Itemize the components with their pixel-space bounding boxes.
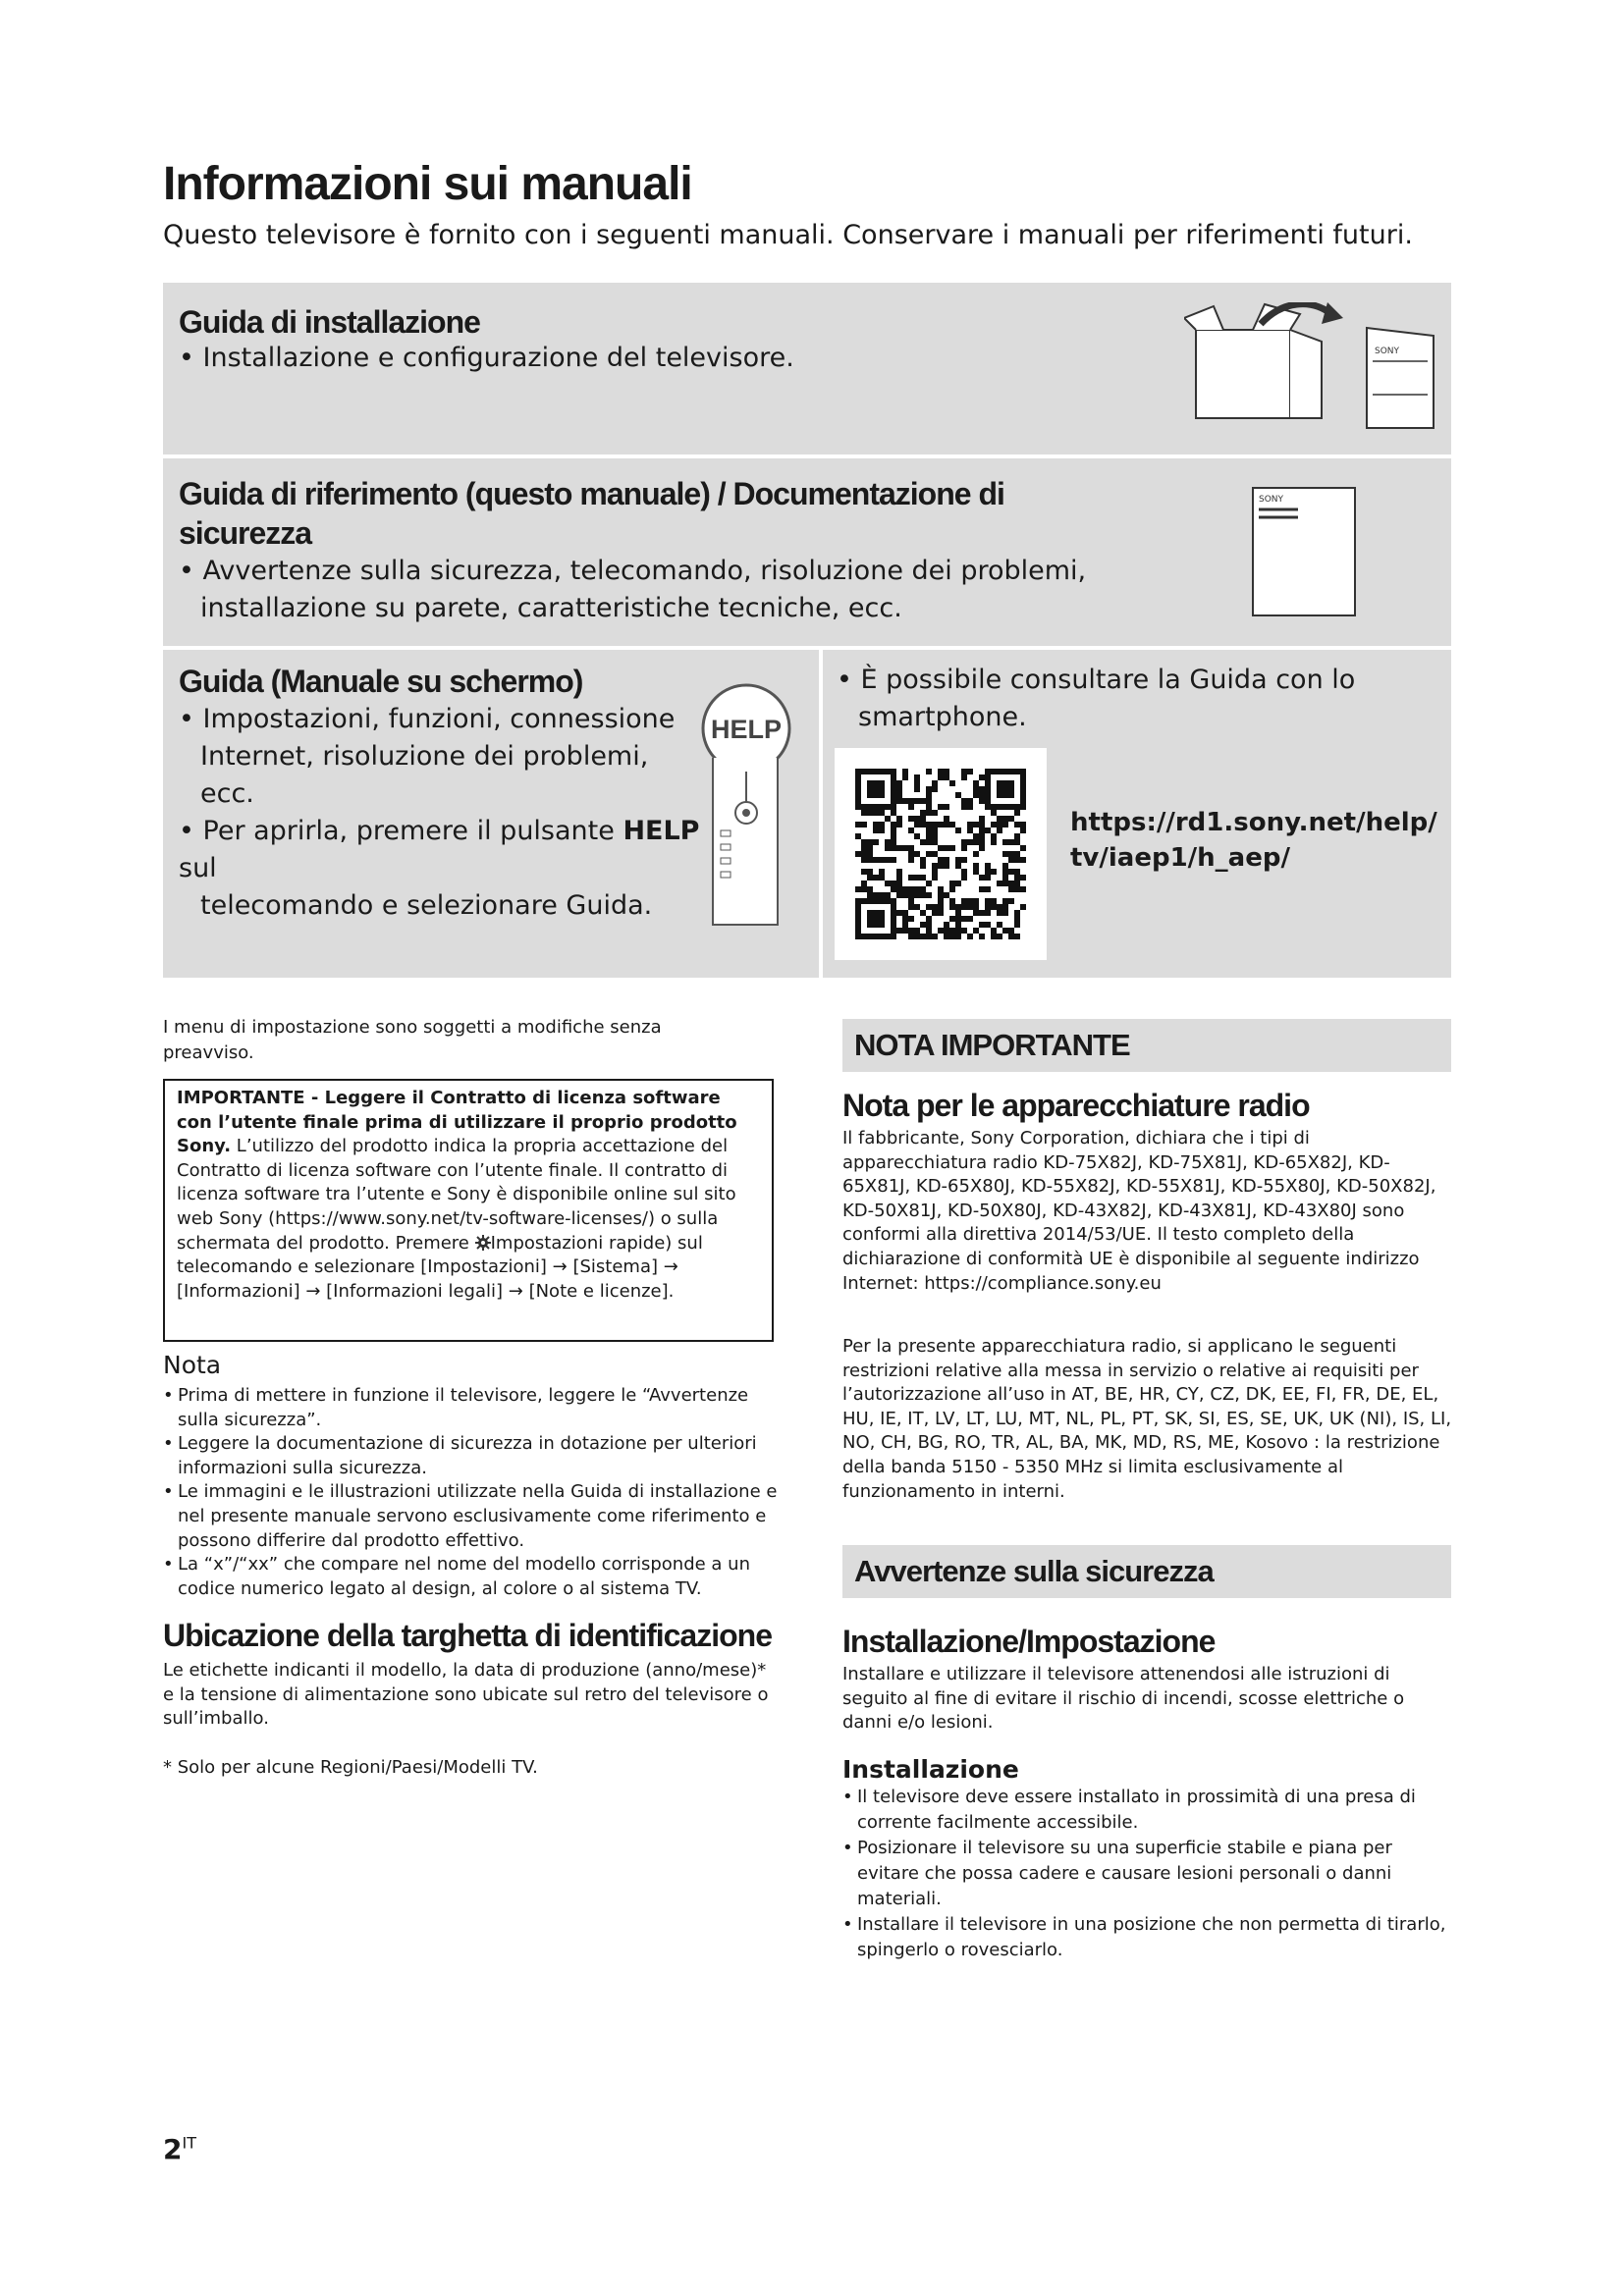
list-item: • Le immagini e le illustrazioni utilizzate nella Guida di installazione e nel presente manuale servono esclusivamente come riferimento e possono differire dal prodotto effettivo. [163,1480,780,1553]
setup-guide-title: Guida di installazione [179,304,480,340]
license-notice-box [163,1079,774,1342]
radio-equipment-title: Nota per le apparecchiature radio [842,1088,1310,1123]
page-intro: Questo televisore è fornito con i seguenti manuali. Conservare i manuali per riferimenti futuri. [163,220,1413,250]
radio-declaration-text: Il fabbricante, Sony Corporation, dichiara che i tipi di apparecchiatura radio KD-75X82J, KD-75X81J, KD-65X82J, KD-65X81J, KD-65X80J, KD-55X82J, KD-55X81J, KD-55X80J, KD-50X82J, KD-50X81J, KD-50X80J, KD-43X82J, KD-43X81J, KD-43X80J sono conformi alla direttiva 2014/53/UE. Il testo completo della dichiarazione di conformità UE è disponibile al seguente indirizzo Internet: https://compliance.sony.eu [842,1128,1436,1294]
quick-settings-icon [475,1235,491,1251]
safety-warnings-heading: Avvertenze sulla sicurezza [854,1554,1214,1588]
help-guide-bullets: • Impostazioni, funzioni, connessione Internet, risoluzione dei problemi, ecc. • Per aprirla, premere il pulsante HELP sul telecomando e selezionare Guida. [179,704,700,921]
radio-restrictions-text: Per la presente apparecchiatura radio, si applicano le seguenti restrizioni relative alla messa in servizio o relative ai requisiti per l’autorizzazione all’uso in AT, BE, HR, CY, CZ, DK, EE, FI, FR, DE, EL, HU, IE, IT, LV, LT, LU, MT, NL, PL, PT, SK, SI, ES, SE, UK, UK (NI), IS, LI, NO, CH, BG, RO, TR, AL, BA, MK, MD, RS, ME, Kosovo : la restrizione della banda 5150 - 5350 MHz si limita esclusivamente al funzionamento in interni. [842,1336,1452,1502]
reference-guide-bullet: • Avvertenze sulla sicurezza, telecomando, risoluzione dei problemi, installazione su parete, caratteristiche tecniche, ecc. [179,556,1087,623]
list-item: • Installare il televisore in una posizione che non permetta di tirarlo, spingerlo o rovesciarlo. [842,1912,1451,1963]
help-guide-title: Guida (Manuale su schermo) [179,664,583,699]
id-plate-text: Le etichette indicanti il modello, la data di produzione (anno/mese)* e la tensione di alimentazione sono ubicate sul retro del televisore o sull’imballo. [163,1660,769,1730]
setup-guide-box [163,283,1451,454]
qr-code[interactable] [835,748,1047,960]
help-guide-box [163,650,819,978]
page-number: $2^{IT}$ [163,2133,196,2165]
help-online-box [823,650,1451,978]
id-plate-footnote: * Solo per alcune Regioni/Paesi/Modelli TV. [163,1757,538,1778]
list-item: • Posizionare il televisore su una superficie stabile e piana per evitare che possa cadere e causare lesioni personali o danni materiali. [842,1836,1451,1912]
list-item: • La “x”/“xx” che compare nel nome del modello corrisponde a un codice numerico legato al design, al colore o al sistema TV. [163,1553,780,1601]
id-plate-title: Ubicazione della targhetta di identificazione [163,1618,772,1653]
nota-list [163,1384,780,1601]
box-and-sheet-icon [1184,302,1439,440]
installation-setup-text: Installare e utilizzare il televisore attenendosi alle istruzioni di seguito al fine di evitare il rischio di incendi, scosse elettriche o danni e/o lesioni. [842,1664,1405,1734]
important-note-heading: NOTA IMPORTANTE [854,1028,1130,1062]
setup-guide-bullet: • Installazione e configurazione del televisore. [179,343,794,373]
manual-booklet-icon [1251,486,1359,619]
page-title: Informazioni sui manuali [163,158,692,210]
safety-warnings-band [842,1545,1451,1598]
license-notice: IMPORTANTE - Leggere il Contratto di licenza software con l’utente finale prima di utilizzare il proprio prodotto Sony. L’utilizzo del prodotto indica la propria accettazione del Contratto di licenza software con l’utente finale. Il contratto di licenza software tra l’utente e Sony è disponibile online sul sito web Sony (https://www.sony.net/tv-software-licenses/) o sulla schermata del prodotto. Premere Impostazioni rapide) sul telecomando e selezionare [Impostazioni] → [Sistema] → [Informazioni] → [Informazioni legali] → [Note e licenze]. [177,1088,737,1302]
help-url[interactable]: https://rd1.sony.net/help/ tv/iaep1/h_aep/ [1070,808,1437,873]
list-item: • Prima di mettere in funzione il televisore, leggere le “Avvertenze sulla sicurezza”. [163,1384,780,1432]
remote-help-button-icon [699,683,797,938]
important-note-band [842,1019,1451,1072]
help-badge-text: HELP [710,715,783,744]
smartphone-note: • È possibile consultare la Guida con lo smartphone. [837,665,1356,732]
list-item: • Il televisore deve essere installato in prossimità di una presa di corrente facilmente accessibile. [842,1785,1451,1836]
installation-subtitle: Installazione [842,1755,1019,1784]
list-item: • Leggere la documentazione di sicurezza in dotazione per ulteriori informazioni sulla sicurezza. [163,1432,780,1480]
installation-list [842,1785,1451,1963]
installation-setup-title: Installazione/Impostazione [842,1624,1216,1659]
menu-note: I menu di impostazione sono soggetti a modifiche senza preavviso. [163,1017,662,1063]
sheet-logo-text: SONY [1375,347,1400,356]
qr-code-graphic [835,748,1047,960]
reference-guide-box [163,458,1451,646]
nota-title: Nota [163,1351,222,1379]
reference-guide-title: Guida di riferimento (questo manuale) / Documentazione di sicurezza [179,476,1004,551]
booklet-logo-text: SONY [1259,495,1284,505]
